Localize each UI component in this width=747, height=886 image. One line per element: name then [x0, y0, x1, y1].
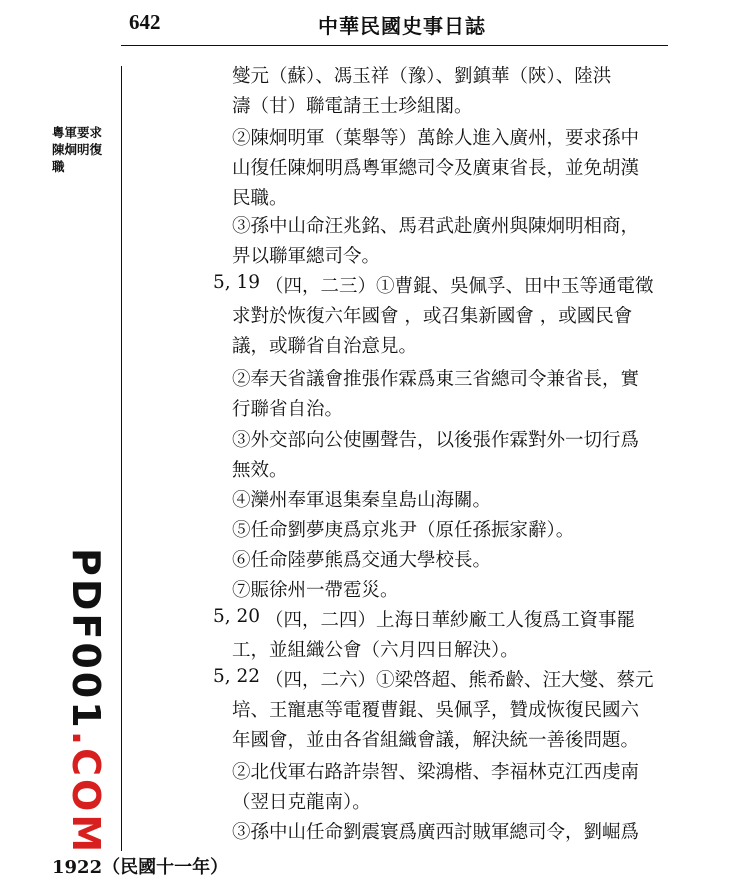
entry-text-line: ③孫中山命汪兆銘、馬君武赴廣州與陳炯明相商， — [232, 216, 640, 237]
entry-date: 5, 19 — [213, 272, 261, 293]
entry-text-line: ⑥任命陸夢熊爲交通大學校長。 — [232, 550, 492, 571]
entry-text-line: ③孫中山任命劉震寰爲廣西討賊軍總司令，劉崛爲 — [232, 822, 640, 843]
entry-text-line: ②奉天省議會推張作霖爲東三省總司令兼省長，實 — [232, 369, 640, 390]
entry-text-line: ②陳炯明軍（葉舉等）萬餘人進入廣州，要求孫中 — [232, 128, 640, 149]
entry-text-line: 山復任陳炯明爲粵軍總司令及廣東省長，並免胡漢 — [232, 158, 640, 179]
entry-text-line: 求對於恢復六年國會 ，或召集新國會 ，或國民會 — [232, 306, 633, 327]
entry-text-line: ⑤任命劉夢庚爲京兆尹（原任孫振家辭）。 — [232, 520, 575, 541]
page-number: 642 — [129, 10, 161, 34]
entry-date: 5, 20 — [213, 606, 261, 627]
entry-text-line: ②北伐軍右路許崇智、梁鴻楷、李福林克江西虔南 — [232, 762, 640, 783]
entry-text-line: 畀以聯軍總司令。 — [232, 246, 381, 267]
entry-text-line: 燮元（蘇）、馮玉祥（豫）、劉鎮華（陝）、陸洪 — [232, 66, 612, 87]
watermark — [62, 548, 110, 855]
watermark-part-2: .COM — [64, 730, 108, 856]
running-title: 中華民國史事日誌 — [318, 14, 486, 38]
entry-text-line: 行聯省自治。 — [232, 399, 344, 420]
margin-note-line: 粵軍要求 — [52, 125, 103, 140]
entry-text-line: ③外交部向公使團聲告，以後張作霖對外一切行爲 — [232, 430, 640, 451]
entry-text-line: （四，二三）①曹錕、吳佩孚、田中玉等通電徵 — [265, 276, 654, 297]
margin-note-line: 職 — [52, 159, 65, 174]
page-footer: 1922（民國十一年） — [52, 857, 229, 878]
entry-text-line: 民職。 — [232, 188, 288, 209]
entry-text-line: 濤（甘）聯電請王士珍組閣。 — [232, 96, 473, 117]
entry-text-line: （四，二四）上海日華紗廠工人復爲工資事罷 — [265, 610, 636, 631]
header-rule — [121, 45, 668, 46]
entry-text-line: ⑦賑徐州一帶雹災。 — [232, 580, 399, 601]
margin-note — [52, 124, 114, 175]
entry-text-line: ④灤州奉軍退集秦皇島山海關。 — [232, 490, 492, 511]
entry-date: 5, 22 — [213, 666, 261, 687]
entry-text-line: 工，並組織公會（六月四日解決）。 — [232, 640, 519, 661]
entry-text-line: 議，或聯省自治意見。 — [232, 336, 418, 357]
entry-text-line: （四，二六）①梁啓超、熊希齡、汪大燮、蔡元 — [265, 670, 654, 691]
entry-text-line: 年國會，並由各省組織會議，解決統一善後問題。 — [232, 730, 640, 751]
entry-text-line: （翌日克龍南）。 — [232, 792, 371, 813]
margin-rule — [121, 66, 122, 851]
entry-text-line: 無效。 — [232, 460, 288, 481]
watermark-part-1: PDF001 — [64, 548, 108, 731]
entry-text-line: 培、王寵惠等電覆曹錕、吳佩孚，贊成恢復民國六 — [232, 700, 640, 721]
margin-note-line: 陳炯明復 — [52, 142, 103, 157]
